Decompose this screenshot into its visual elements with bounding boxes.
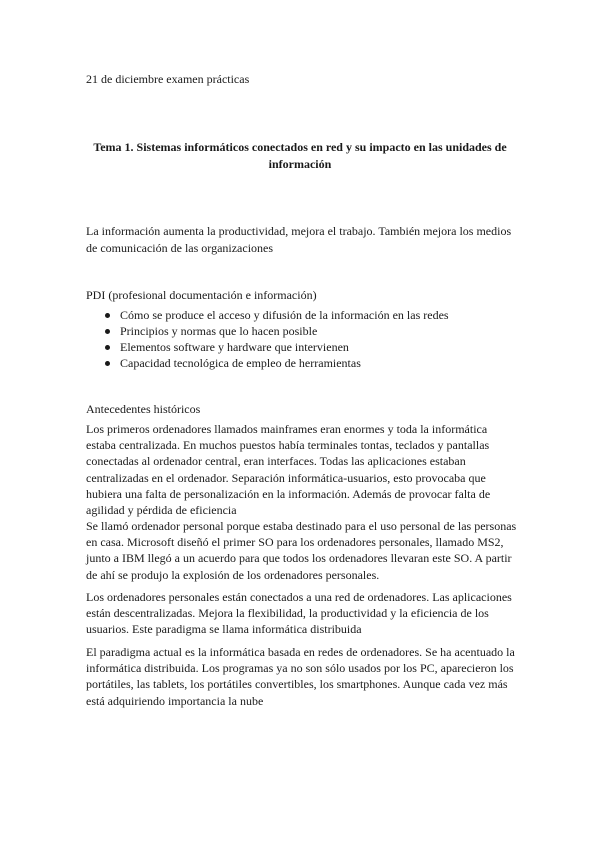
bullet-icon [105, 313, 110, 318]
history-heading: Antecedentes históricos [86, 402, 201, 416]
list-item [86, 355, 449, 371]
intro-paragraph: La información aumenta la productividad, mejora el trabajo. También mejora los medios de comunicación de las organizaciones [86, 224, 512, 255]
list-item [86, 339, 449, 355]
pdi-bullet-list [86, 307, 449, 371]
pdi-heading: PDI (profesional documentación e información) [86, 288, 317, 302]
history-paragraph-1: Los primeros ordenadores llamados mainframes eran enormes y toda la informática estaba centralizada. En muchos puestos había terminales tontas, teclados y pantallas conectadas al ordenador central, eran interfaces. Todas las aplicaciones estaban centralizadas en el ordenador. Separación informática-usuarios, esto provocaba que hubiera una falta de personalización en la información. Además de provocar falta de agilidad y pérdida de eficiencia [86, 422, 491, 518]
history-paragraph-4: El paradigma actual es la informática basada en redes de ordenadores. Se ha acentuado la informática distribuida. Los programas ya no son sólo usados por los PC, aparecieron los portátiles, las tablets, los portátiles convertibles, los smartphones. Aunque cada vez más está adquiriendo importancia la nube [86, 645, 515, 708]
history-paragraph-3: Los ordenadores personales están conectados a una red de ordenadores. Las aplicaciones están descentralizadas. Mejora la flexibilidad, la productividad y la eficiencia de los usuarios. Este paradigma se llama informática distribuida [86, 590, 512, 637]
bullet-icon [105, 329, 110, 334]
list-item [86, 323, 449, 339]
date-line: 21 de diciembre examen prácticas [86, 72, 250, 86]
list-item [86, 307, 449, 323]
list-item-text: Principios y normas que lo hacen posible [120, 324, 318, 338]
list-item-text: Cómo se produce el acceso y difusión de la información en las redes [120, 308, 449, 322]
document-title [86, 139, 514, 172]
bullet-icon [105, 345, 110, 350]
history-paragraph-2: Se llamó ordenador personal porque estaba destinado para el uso personal de las personas en casa. Microsoft diseñó el primer SO para los ordenadores personales, llamado MS2, junto a IBM llegó a un acuerdo para que todos los ordenadores llevaran este SO. A partir de ahí se produjo la explosión de los ordenadores personales. [86, 519, 517, 582]
bullet-icon [105, 361, 110, 366]
list-item-text: Capacidad tecnológica de empleo de herramientas [120, 356, 361, 370]
list-item-text: Elementos software y hardware que intervienen [120, 340, 349, 354]
title-line-2: información [268, 156, 332, 171]
title-line-1: Tema 1. Sistemas informáticos conectados en red y su impacto en las unidades de [93, 140, 507, 154]
